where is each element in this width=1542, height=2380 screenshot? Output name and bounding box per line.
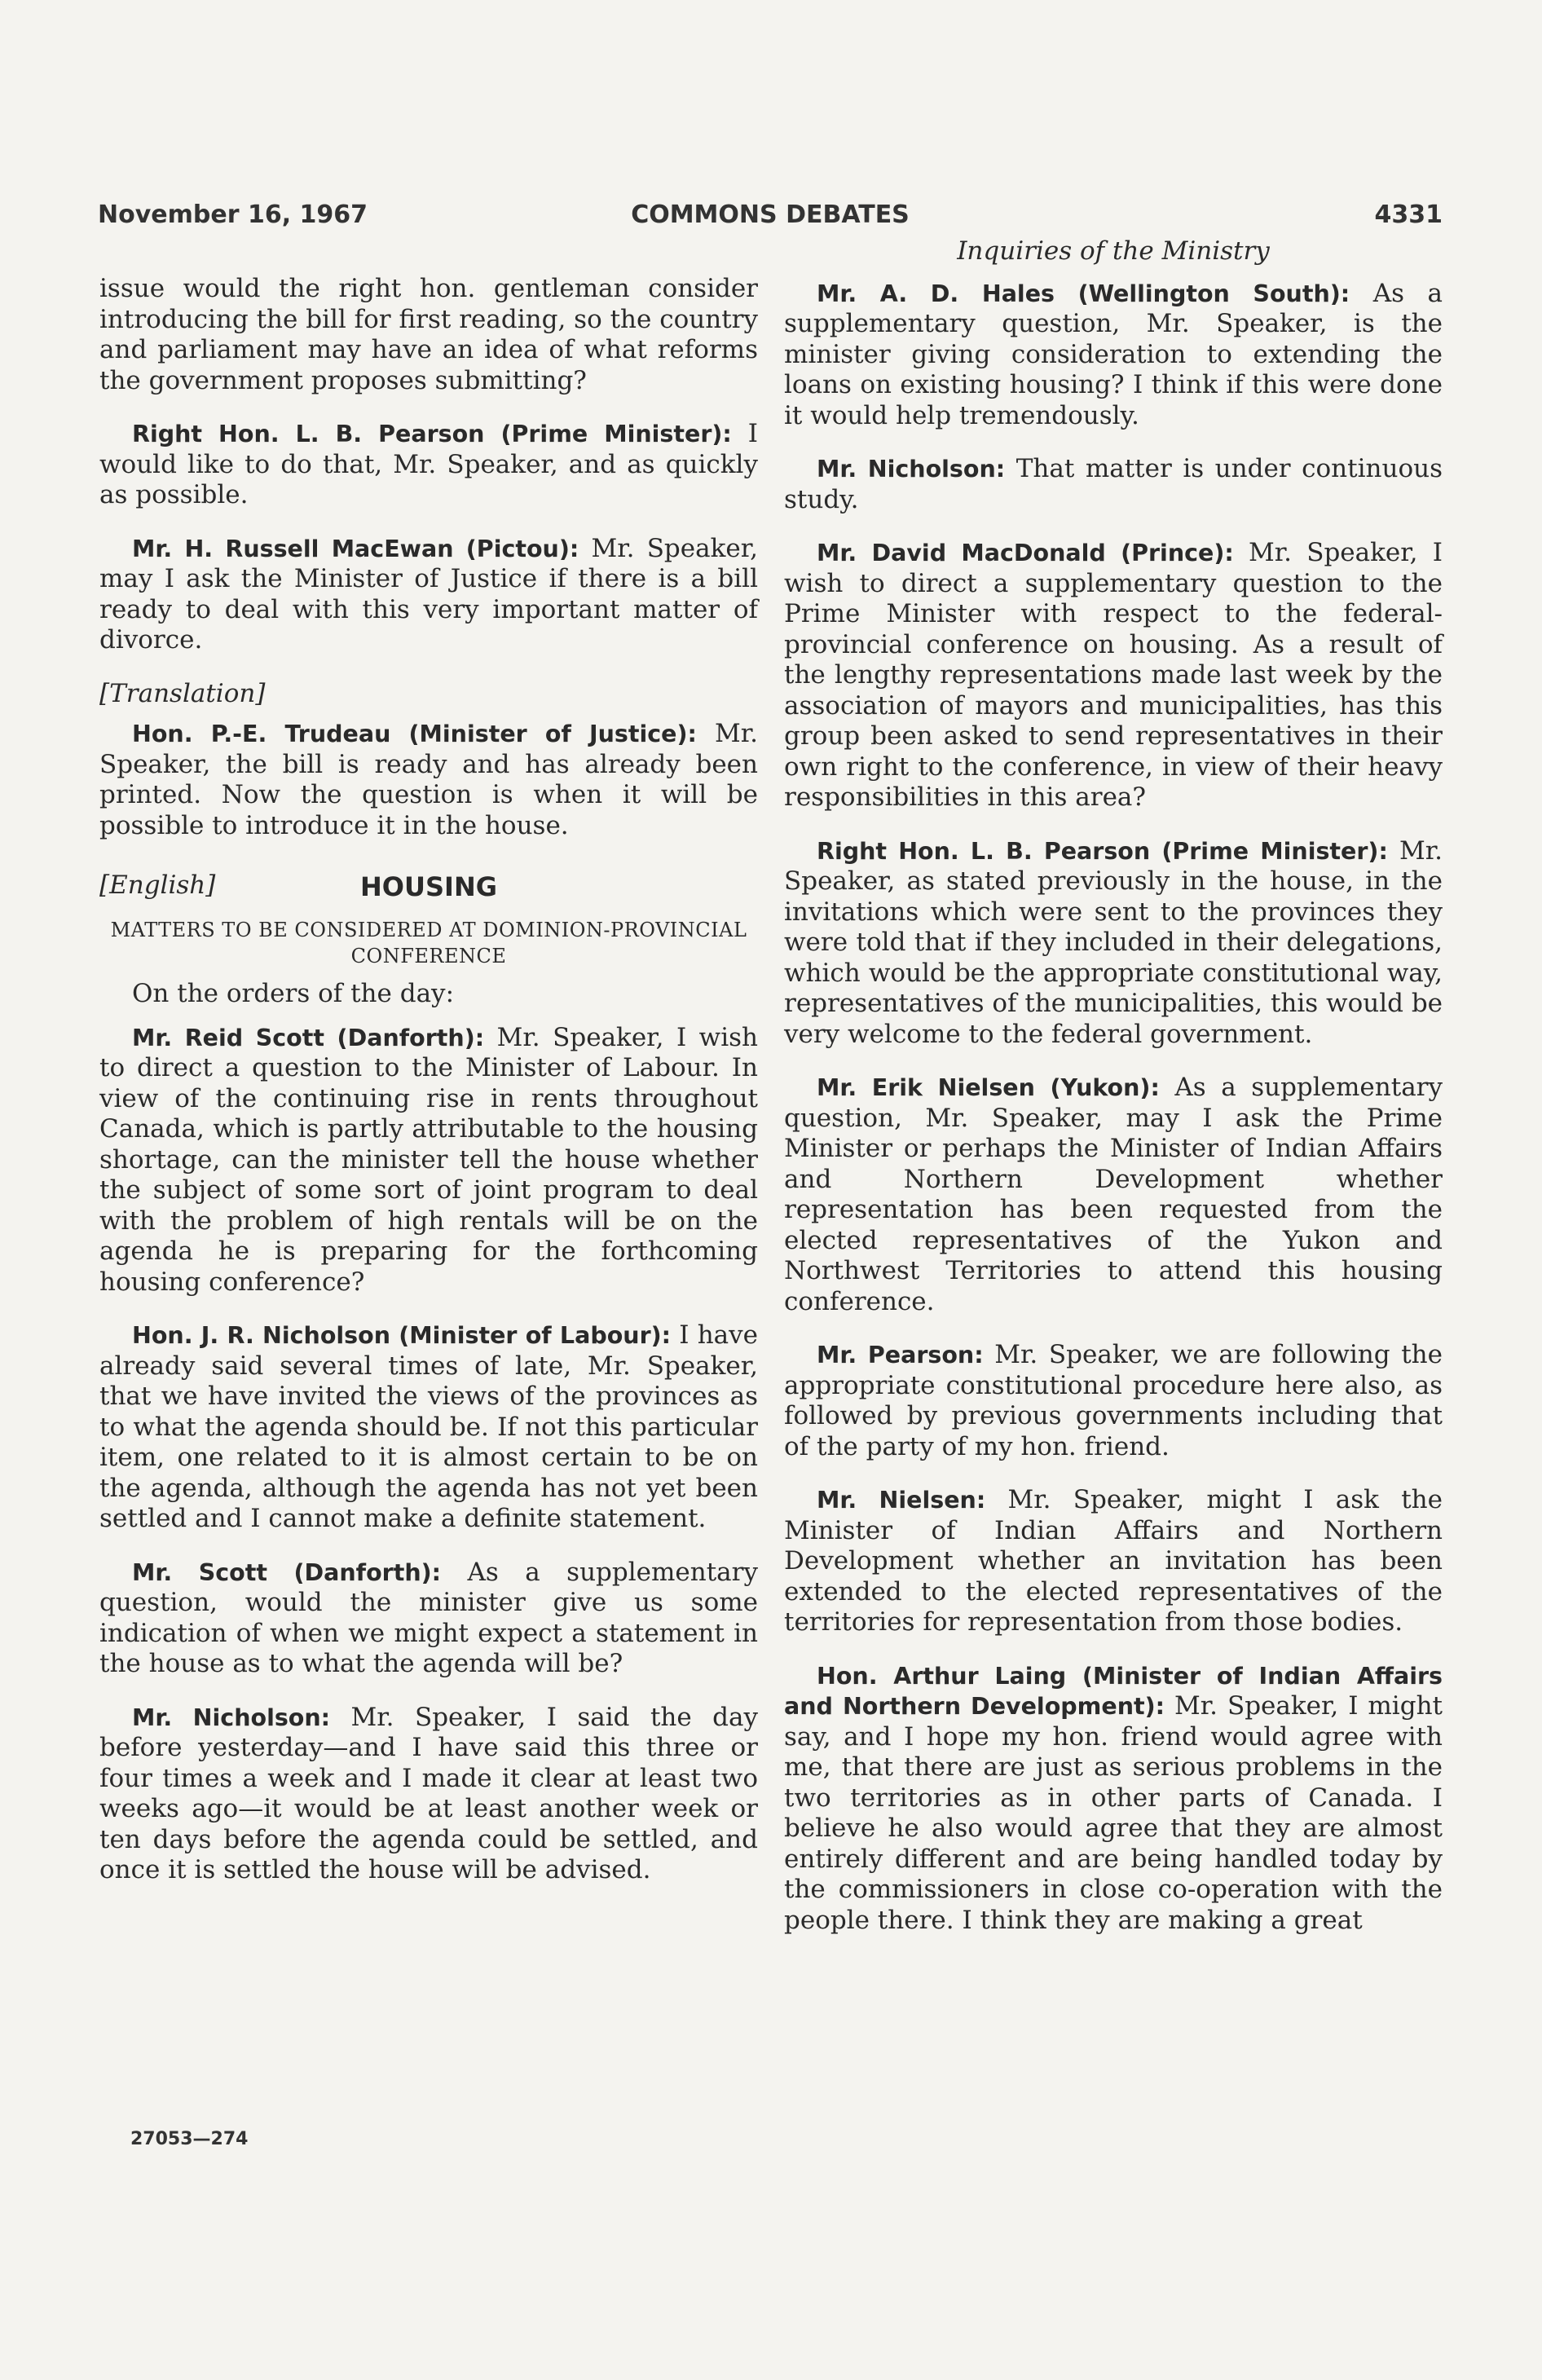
page-header (98, 201, 1443, 236)
paragraph: Hon. J. R. Nicholson (Minister of Labour): I have already said several times of late, Mr. Speaker, that we have invited the views of the provinces as to what the agenda should be. If not this particular item, one related to it is almost certain to be on the agenda, although the agenda has not yet been settled and I cannot make a definite statement. (99, 1320, 758, 1533)
section-heading: HOUSING (360, 870, 497, 902)
paragraph: Mr. A. D. Hales (Wellington South): As a supplementary question, Mr. Speaker, is the minister giving consideration to extending the loans on existing housing? I think if this were done it would help tremendously. (784, 278, 1443, 430)
paragraph: Mr. Scott (Danforth): As a supplementary question, would the minister give us some indication of when we might expect a statement in the house as to what the agenda will be? (99, 1557, 758, 1678)
speaker-name: Mr. Scott (Danforth): (132, 1558, 442, 1586)
paragraph: Mr. David MacDonald (Prince): Mr. Speaker, I wish to direct a supplementary question to the Prime Minister with respect to the federal-provincial conference on housing. As a result of the lengthy representations made last week by the association of mayors and municipalities, has this group been asked to send representatives in their own right to the conference, in view of their heavy responsibilities in this area? (784, 538, 1443, 812)
speaker-name: Hon. P.-E. Trudeau (Minister of Justice): (132, 721, 697, 747)
speaker-name: Mr. Reid Scott (Danforth): (132, 1024, 485, 1051)
speaker-name: Mr. Erik Nielsen (Yukon): (817, 1074, 1160, 1101)
speaker-name: Mr. H. Russell MacEwan (Pictou): (132, 535, 579, 562)
section-subheading: MATTERS TO BE CONSIDERED AT DOMINION-PROVINCIAL CONFERENCE (110, 919, 747, 967)
english-label: [English] (99, 870, 216, 900)
speaker-name: Mr. Pearson: (817, 1342, 984, 1368)
paragraph: Mr. Nicholson: Mr. Speaker, I said the day before yesterday—and I have said this three or four times a week and I made it clear at least two weeks ago—it would be at least another week or ten days before the agenda could be settled, and once it is settled the house will be advised. (99, 1702, 758, 1884)
left-column (99, 274, 758, 1909)
header-title: COMMONS DEBATES (631, 201, 910, 229)
section-running-head: Inquiries of the Ministry (957, 236, 1270, 266)
paragraph: Right Hon. L. B. Pearson (Prime Minister): Mr. Speaker, as stated previously in the house, in the invitations which were sent to the provinces they were told that if they included in their delegations, which would be the appropriate constitutional way, representatives of the municipalities, this would be very welcome to the federal government. (784, 835, 1443, 1049)
speaker-name: Right Hon. L. B. Pearson (Prime Minister): (817, 837, 1388, 865)
paragraph: Right Hon. L. B. Pearson (Prime Minister): I would like to do that, Mr. Speaker, and as quickly as possible. (99, 419, 758, 509)
footer-code: 27053—274 (130, 2129, 249, 2149)
paragraph: Hon. Arthur Laing (Minister of Indian Affairs and Northern Development): Mr. Speaker, I might say, and I hope my hon. friend would agree with me, that there are just as serious problems in the two territories as in other parts of Canada. I believe he also would agree that they are almost entirely different and are being handled today by the commissioners in close co-operation with the people there. I think they are making a great (784, 1662, 1443, 1935)
speaker-name: Hon. J. R. Nicholson (Minister of Labour): (132, 1322, 672, 1349)
paragraph: issue would the right hon. gentleman consider introducing the bill for first reading, so the country and parliament may have an idea of what reforms the government proposes submitting? (99, 274, 758, 395)
speaker-name: Mr. Nicholson: (817, 456, 1006, 483)
right-column (784, 236, 1443, 1959)
speaker-name: Mr. David MacDonald (Prince): (817, 540, 1234, 566)
speaker-name: Mr. Nielsen: (817, 1487, 986, 1514)
paragraph: Mr. H. Russell MacEwan (Pictou): Mr. Speaker, may I ask the Minister of Justice if there is a bill ready to deal with this very important matter of divorce. (99, 533, 759, 654)
translation-label: [Translation] (99, 678, 266, 708)
paragraph: Mr. Nicholson: That matter is under continuous study. (784, 454, 1443, 514)
speaker-name: Right Hon. L. B. Pearson (Prime Minister): (132, 421, 732, 447)
paragraph: Mr. Erik Nielsen (Yukon): As a supplementary question, Mr. Speaker, may I ask the Prime Minister or perhaps the Minister of Indian Affairs and Northern Development whether representation has been requested from the elected representatives of the Yukon and Northwest Territories to attend this housing conference. (784, 1073, 1443, 1316)
header-date: November 16, 1967 (98, 201, 368, 229)
paragraph: Mr. Nielsen: Mr. Speaker, might I ask the Minister of Indian Affairs and Northern Development whether an invitation has been extended to the elected representatives of the territories for representation from those bodies. (784, 1485, 1443, 1637)
speaker-name: Hon. Arthur Laing (Minister of Indian Affairs and Northern Development): (784, 1662, 1443, 1720)
speaker-name: Mr. A. D. Hales (Wellington South): (817, 280, 1350, 307)
paragraph: Hon. P.-E. Trudeau (Minister of Justice): Mr. Speaker, the bill is ready and has already been printed. Now the question is when it will be possible to introduce it in the house. (99, 719, 758, 840)
paragraph: Mr. Pearson: Mr. Speaker, we are following the appropriate constitutional procedure here also, as followed by previous governments including that of the party of my hon. friend. (784, 1340, 1443, 1461)
speaker-name: Mr. Nicholson: (132, 1703, 331, 1731)
orders-of-day: On the orders of the day: (132, 979, 455, 1008)
paragraph: Mr. Reid Scott (Danforth): Mr. Speaker, I wish to direct a question to the Minister of Labour. In view of the continuing rise in rents throughout Canada, which is partly attributable to the housing shortage, can the minister tell the house whether the subject of some sort of joint program to deal with the problem of high rentals will be on the agenda he is preparing for the forthcoming housing conference? (99, 1022, 759, 1297)
page-number: 4331 (1374, 201, 1443, 229)
